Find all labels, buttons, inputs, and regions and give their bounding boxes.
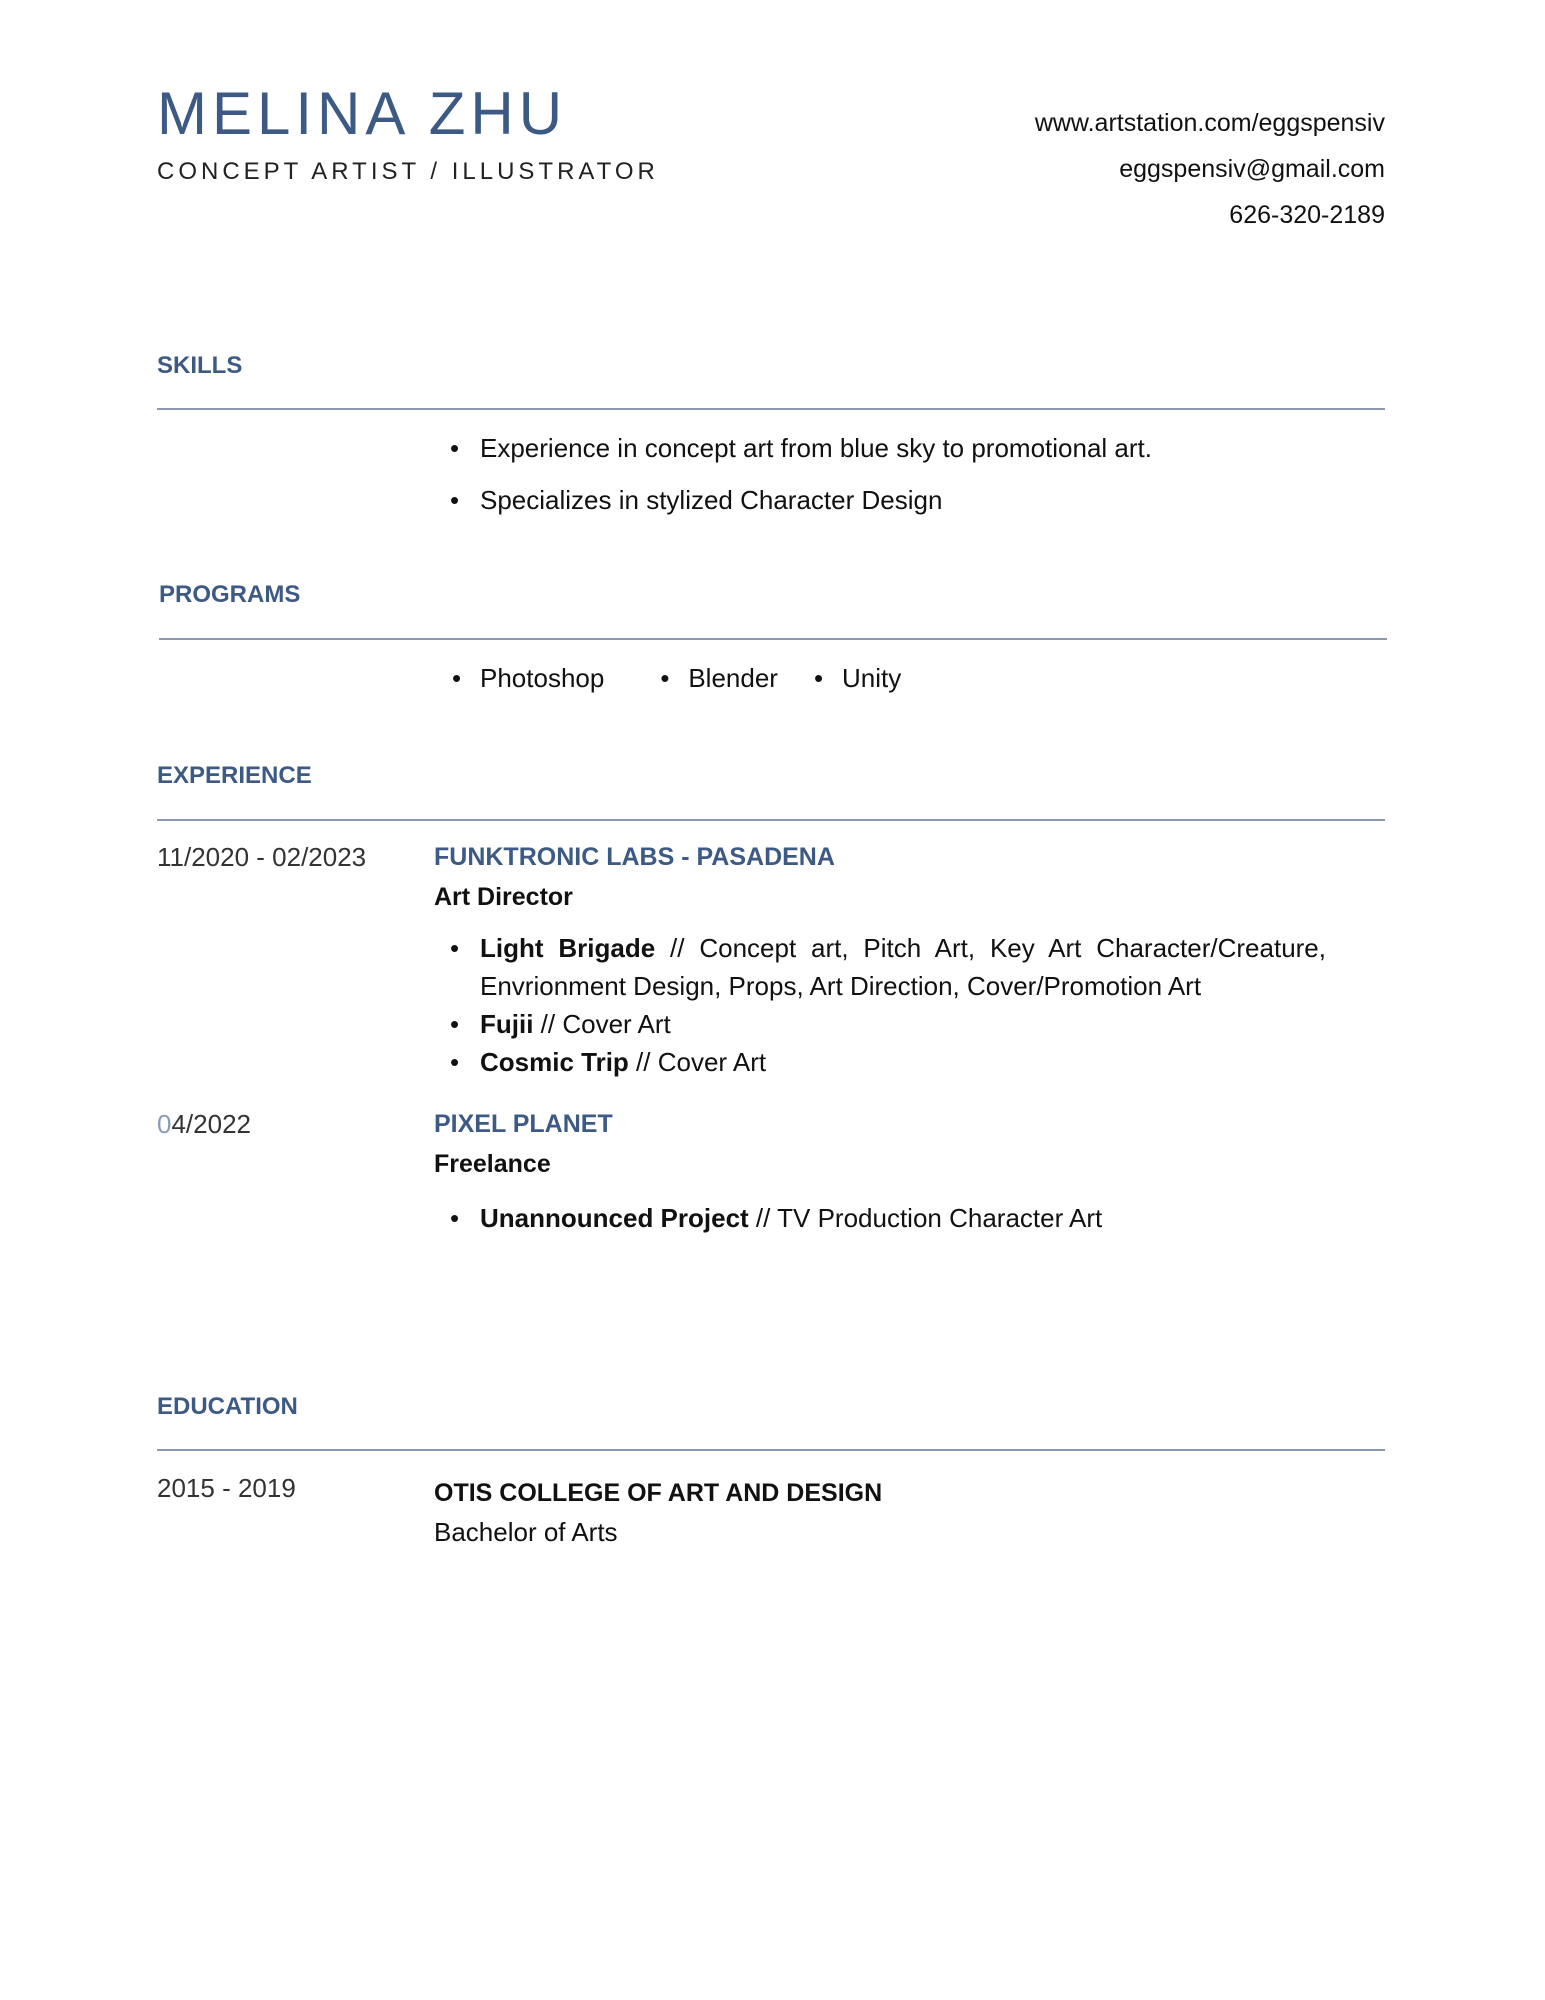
project-list (446, 1199, 1326, 1237)
list-item (446, 1005, 1326, 1043)
skills-divider (157, 408, 1385, 410)
skills-list (446, 422, 1152, 526)
education-divider (157, 1449, 1385, 1451)
list-item (446, 1043, 1326, 1081)
project-description: // Concept art, Pitch Art, Key Art Character/Creature, Envrionment Design, Props, Art Direction, Cover/Promotion Art (480, 933, 1326, 1001)
phone-number: 626-320-2189 (1229, 201, 1385, 229)
project-description: // TV Production Character Art (748, 1203, 1103, 1233)
list-item (446, 929, 1326, 1005)
project-name: Fujii (480, 1009, 534, 1039)
company-name: FUNKTRONIC LABS - PASADENA (434, 843, 835, 871)
contact-block (1035, 100, 1385, 238)
project-description: // Cover Art (628, 1047, 767, 1077)
website-link[interactable]: www.artstation.com/eggspensiv (1034, 109, 1385, 137)
programs-divider (159, 638, 1387, 640)
skills-heading: SKILLS (157, 352, 243, 379)
email-link[interactable]: eggspensiv@gmail.com (1119, 155, 1385, 183)
project-description: // Cover Art (533, 1009, 671, 1039)
experience-heading: EXPERIENCE (157, 762, 312, 789)
experience-divider (157, 819, 1385, 821)
school-name: OTIS COLLEGE OF ART AND DESIGN (434, 1479, 883, 1507)
job-dates-rest: 4/2022 (171, 1109, 251, 1139)
job-dates: 11/2020 - 02/2023 (157, 842, 367, 872)
education-heading: EDUCATION (157, 1393, 298, 1420)
job-role: Freelance (434, 1150, 551, 1178)
job-role: Art Director (434, 883, 573, 911)
candidate-title: CONCEPT ARTIST / ILLUSTRATOR (157, 158, 659, 185)
education-dates: 2015 - 2019 (157, 1473, 296, 1503)
list-item: • Experience in concept art from blue sky to promotional art. (446, 422, 1152, 474)
degree: Bachelor of Arts (434, 1517, 618, 1547)
project-list (446, 929, 1326, 1081)
program-item-unity: • Unity (812, 658, 901, 698)
project-name: Light Brigade (480, 933, 656, 963)
program-item-photoshop: • Photoshop (450, 658, 604, 698)
program-item-blender: • Blender (658, 658, 778, 698)
job-dates-first-char: 0 (157, 1109, 172, 1139)
list-item (446, 1199, 1326, 1237)
project-name: Cosmic Trip (480, 1047, 629, 1077)
candidate-name: MELINA ZHU (157, 80, 568, 147)
list-item: • Specializes in stylized Character Design (446, 474, 1152, 526)
company-name: PIXEL PLANET (434, 1110, 613, 1138)
programs-list (450, 658, 901, 698)
project-name: Unannounced Project (480, 1203, 749, 1233)
programs-heading: PROGRAMS (159, 581, 301, 608)
job-dates (157, 1109, 251, 1140)
